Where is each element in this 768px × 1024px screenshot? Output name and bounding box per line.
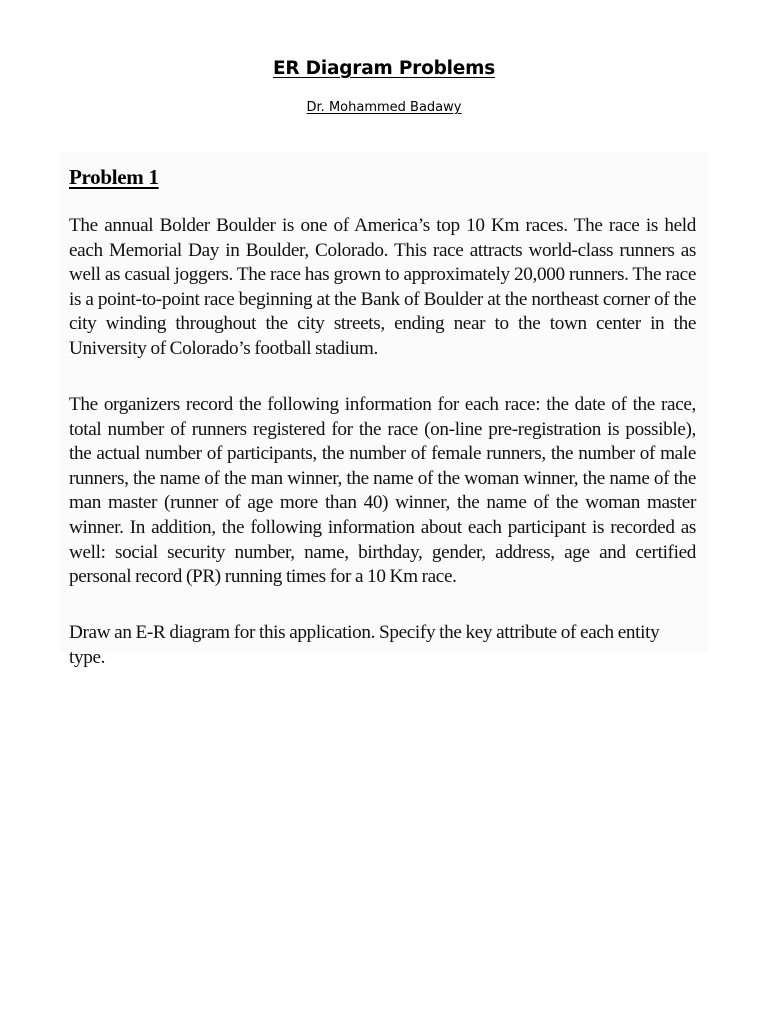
problem-paragraph-requirements: The organizers record the following information for each race: the date of the race, total number of runners registered for the race (on-line pre-registration is possible), the actual number of participants, the number of female runners, the number of male runners, the name of the man winner, the name of the woman winner, the name of the man master (runner of age more than 40) winner, the name of the woman master winner. In addition, the following information about each participant is recorded as well: social security number, name, birthday, gender, address, age and certified personal record (PR) running times for a 10 Km race.	[69, 394, 696, 588]
problem-paragraph-task: Draw an E-R diagram for this application. Specify the key attribute of each entity type.	[69, 622, 660, 668]
problem-heading: Problem 1	[69, 165, 159, 189]
problem-paragraph-description: The annual Bolder Boulder is one of America’s top 10 Km races. The race is held each Memorial Day in Boulder, Colorado. This race attracts world-class runners as well as casual joggers. The race has grown to approximately 20,000 runners. The race is a point-to-point race beginning at the Bank of Boulder at the northeast corner of the city winding throughout the city streets, ending near to the town center in the University of Colorado’s football stadium.	[69, 215, 696, 359]
document-title: ER Diagram Problems	[272, 58, 496, 79]
document-author: Dr. Mohammed Badawy	[306, 100, 462, 115]
